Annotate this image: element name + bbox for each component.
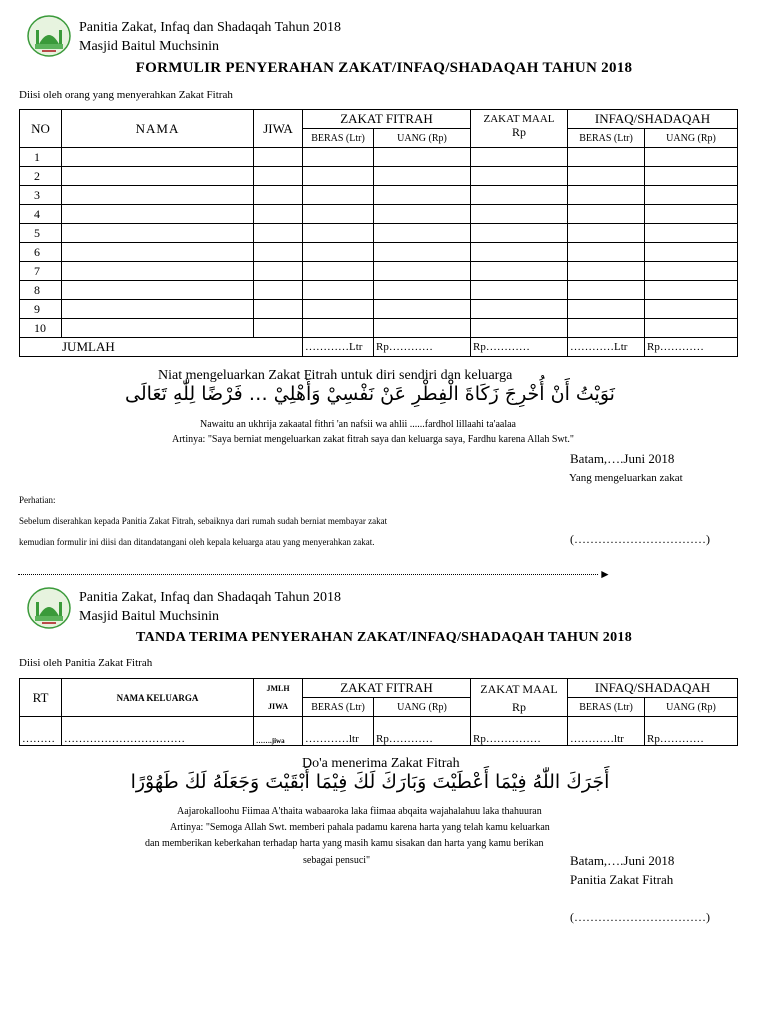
sum-beras[interactable]: …………Ltr [303, 338, 374, 357]
header-beras-infaq: BERAS (Ltr) [568, 698, 645, 717]
signature-line[interactable]: (……………………………) [570, 910, 710, 924]
receipt-row [20, 717, 738, 746]
sum-uang-infaq[interactable]: Rp………… [645, 338, 738, 357]
row-number: 9 [20, 300, 62, 319]
receipt-title: TANDA TERIMA PENYERAHAN ZAKAT/INFAQ/SHADAQAH TAHUN 2018 [135, 630, 633, 645]
header-uang: UANG (Rp) [374, 698, 471, 717]
org-line-2: Masjid Baitul Muchsinin [79, 39, 219, 54]
row-number: 3 [20, 186, 62, 205]
niat-arabic: نَوَيْتُ أَنْ أُخْرِجَ زَكَاةَ الْفِطْرِ عَنْ نَفْسِيْ وَأَهْلِيْ … فَرْضًا لِلّٰهِ تَعَالَى [125, 383, 615, 405]
row-number: 5 [20, 224, 62, 243]
receipt-table [19, 678, 738, 746]
nama-keluarga-value[interactable]: …………………………… [62, 717, 254, 746]
doa-latin: Aajarokalloohu Fiimaa A'thaita wabaaroka laka fiimaa abqaita wajahalahuu laka thahuuran [177, 806, 542, 817]
mosque-logo-icon [27, 586, 71, 630]
row-number: 10 [20, 319, 62, 338]
sum-maal[interactable]: Rp………… [471, 338, 568, 357]
header-zakat-fitrah: ZAKAT FITRAH [303, 679, 471, 698]
doa-arti-3: sebagai pensuci" [303, 855, 371, 866]
table-row [20, 148, 738, 167]
receipt-subtitle: Diisi oleh Panitia Zakat Fitrah [19, 657, 153, 669]
row-number: 8 [20, 281, 62, 300]
table-row [20, 243, 738, 262]
beras-infaq-value[interactable]: …………ltr [568, 717, 645, 746]
jumlah-row [20, 338, 738, 357]
signer-label: Panitia Zakat Fitrah [570, 872, 674, 887]
header-zakat-maal [471, 110, 568, 148]
table-row [20, 205, 738, 224]
table-row [20, 224, 738, 243]
header-beras: BERAS (Ltr) [303, 129, 374, 148]
table-row [20, 300, 738, 319]
header-no: NO [20, 110, 62, 148]
uang-value[interactable]: Rp………… [374, 717, 471, 746]
jumlah-label: JUMLAH [20, 338, 303, 357]
niat-arti: Artinya: "Saya berniat mengeluarkan zakat fitrah saya dan keluarga saya, Fardhu karena Allah Swt." [172, 434, 575, 445]
zakat-maal-label: ZAKAT MAAL [480, 682, 558, 696]
header-jiwa: JIWA [254, 110, 303, 148]
note-line-2: kemudian formulir ini diisi dan ditandatangani oleh kepala keluarga atau yang menyerahkan zakat. [19, 537, 375, 547]
header-uang: UANG (Rp) [374, 129, 471, 148]
org-line-1: Panitia Zakat, Infaq dan Shadaqah Tahun 2018 [79, 20, 341, 35]
table-row [20, 319, 738, 338]
uang-infaq-value[interactable]: Rp………… [645, 717, 738, 746]
beras-value[interactable]: …………ltr [303, 717, 374, 746]
place-date: Batam,….Juni 2018 [570, 853, 675, 868]
header-infaq: INFAQ/SHADAQAH [568, 679, 738, 698]
zakat-maal-unit: Rp [512, 125, 527, 139]
header-nama: NAMA [62, 110, 254, 148]
signature-line[interactable]: (……………………………) [570, 532, 710, 546]
row-number: 6 [20, 243, 62, 262]
place-date: Batam,….Juni 2018 [570, 451, 675, 466]
header-beras: BERAS (Ltr) [303, 698, 374, 717]
table-row [20, 281, 738, 300]
scissors-arrow-icon: ► [599, 567, 611, 581]
header-zakat-fitrah: ZAKAT FITRAH [303, 110, 471, 129]
zakat-maal-label: ZAKAT MAAL [483, 113, 555, 125]
niat-title: Niat mengeluarkan Zakat Fitrah untuk diri sendiri dan keluarga [158, 368, 513, 383]
doa-arti-2: dan memberikan keberkahan terhadap harta yang masih kamu sisakan dan harta yang kamu berikan [145, 838, 544, 849]
rt-value[interactable]: ……… [20, 717, 62, 746]
header-jmlh: JMLH [254, 679, 303, 698]
doa-arabic: أَجَرَكَ اللّٰهُ فِيْمَا أَعْطَيْتَ وَبَارَكَ لَكَ فِيْمَا أَبْقَيْتَ وَجَعَلَهُ لَكَ طَهُوْرًا [130, 771, 610, 793]
zakat-form-table [19, 109, 738, 357]
doa-arti-1: Artinya: "Semoga Allah Swt. memberi pahala padamu karena harta yang telah kamu keluarkan [170, 822, 550, 833]
sum-beras-infaq[interactable]: …………Ltr [568, 338, 645, 357]
note-line-1: Sebelum diserahkan kepada Panitia Zakat Fitrah, sebaiknya dari rumah sudah berniat membayar zakat [19, 516, 388, 526]
cut-line [18, 574, 598, 575]
header-uang-infaq: UANG (Rp) [645, 698, 738, 717]
table-row [20, 186, 738, 205]
org-line-1: Panitia Zakat, Infaq dan Shadaqah Tahun 2018 [79, 590, 341, 605]
table-row [20, 167, 738, 186]
header-infaq: INFAQ/SHADAQAH [568, 110, 738, 129]
sum-uang[interactable]: Rp………… [374, 338, 471, 357]
perhatian-label: Perhatian: [19, 495, 56, 505]
form-subtitle: Diisi oleh orang yang menyerahkan Zakat Fitrah [19, 89, 233, 101]
row-number: 1 [20, 148, 62, 167]
header-zakat-maal [471, 679, 568, 717]
maal-value[interactable]: Rp…………… [471, 717, 568, 746]
doa-title: Do'a menerima Zakat Fitrah [302, 756, 460, 771]
form-title: FORMULIR PENYERAHAN ZAKAT/INFAQ/SHADAQAH TAHUN 2018 [135, 60, 633, 76]
niat-latin: Nawaitu an ukhrija zakaatal fithri 'an nafsii wa ahlii ......fardhol lillaahi ta'aalaa [200, 419, 516, 430]
row-number: 2 [20, 167, 62, 186]
header-nama-keluarga: NAMA KELUARGA [62, 679, 254, 717]
jiwa-value[interactable]: …….jiwa [254, 717, 303, 746]
header-uang-infaq: UANG (Rp) [645, 129, 738, 148]
zakat-maal-unit: Rp [512, 700, 527, 714]
row-number: 7 [20, 262, 62, 281]
header-rt: RT [20, 679, 62, 717]
org-line-2: Masjid Baitul Muchsinin [79, 609, 219, 624]
signer-label: Yang mengeluarkan zakat [569, 472, 683, 484]
header-beras-infaq: BERAS (Ltr) [568, 129, 645, 148]
row-number: 4 [20, 205, 62, 224]
table-row [20, 262, 738, 281]
header-jiwa: JIWA [254, 698, 303, 717]
mosque-logo-icon [27, 14, 71, 58]
